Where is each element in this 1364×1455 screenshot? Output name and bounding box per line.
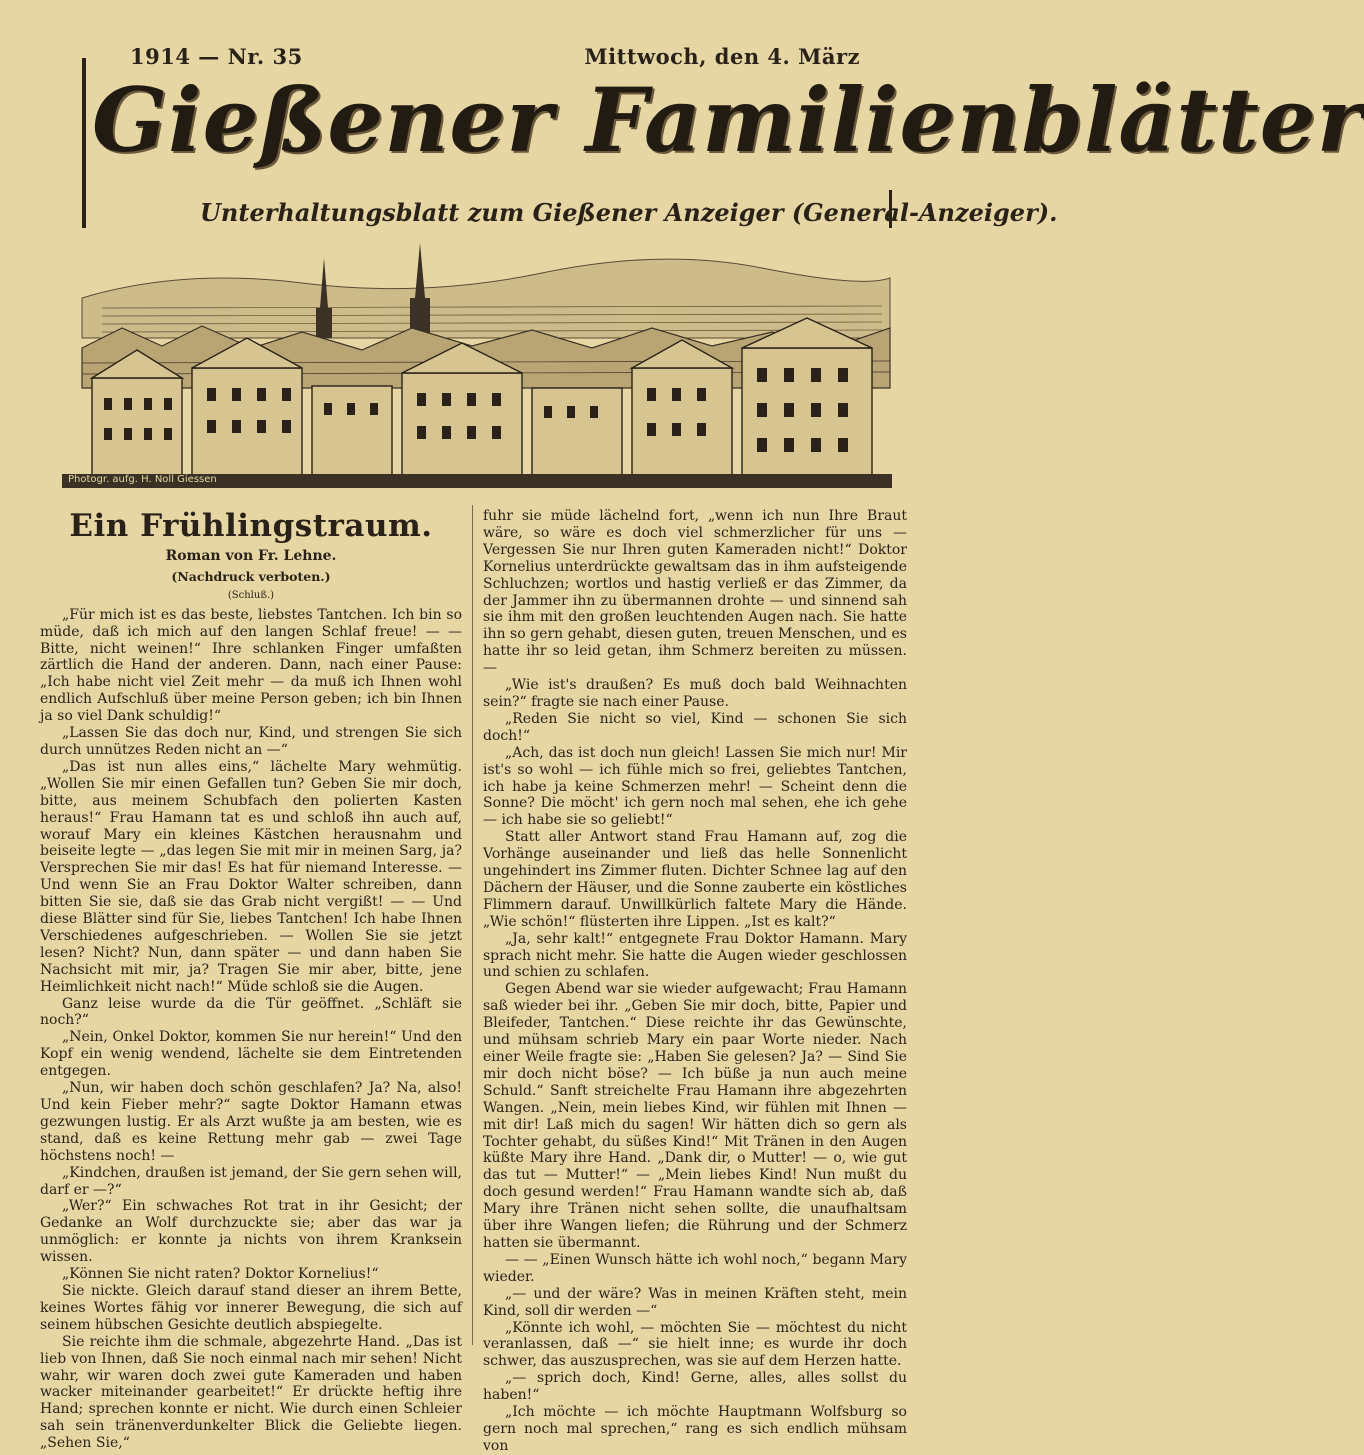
photo-credit: Photogr. aufg. H. Noll Giessen bbox=[68, 474, 217, 485]
paragraph: Ganz leise wurde da die Tür geöffnet. „Schläft sie noch?“ bbox=[40, 995, 462, 1029]
article-column-left bbox=[40, 508, 462, 1452]
masthead-title: Gießener Familienblätter bbox=[92, 68, 1364, 172]
paragraph: „Nun, wir haben doch schön geschlafen? Ja? Na, also! Und kein Fieber mehr?“ sagte Doktor Hamann etwas gezwungen lustig. Er als Arzt wußte ja am besten, wie es stand, daß es keine Rettung mehr gab — zwei Tage höchstens noch! — bbox=[40, 1080, 462, 1164]
paragraph: „Können Sie nicht raten? Doktor Kornelius!“ bbox=[62, 1266, 379, 1283]
paragraph: „Wer?“ Ein schwaches Rot trat in ihr Gesicht; der Gedanke an Wolf durchzuckte sie; aber das war ja unmöglich: er konnte ja nichts von ihrem Kranksein wissen. bbox=[40, 1198, 462, 1266]
article-byline: Roman von Fr. Lehne. bbox=[165, 548, 337, 564]
paragraph: „Kindchen, draußen ist jemand, der Sie gern sehen will, darf er —?“ bbox=[40, 1164, 462, 1198]
continuation-note: (Schluß.) bbox=[227, 589, 275, 601]
paragraph: — — „Einen Wunsch hätte ich wohl noch,“ begann Mary wieder. bbox=[483, 1251, 907, 1285]
reprint-notice: (Nachdruck verboten.) bbox=[171, 568, 331, 584]
paragraph: „Ja, sehr kalt!“ entgegnete Frau Doktor Hamann. Mary sprach nicht mehr. Sie hatte die Augen wieder geschlossen und schien zu schlafen. bbox=[483, 930, 907, 981]
column-divider bbox=[472, 505, 473, 1345]
paragraph: „Nein, Onkel Doktor, kommen Sie nur herein!“ Und den Kopf ein wenig wendend, lächelte sie dem Eintretenden entgegen. bbox=[40, 1029, 462, 1080]
paragraph: Statt aller Antwort stand Frau Hamann auf, zog die Vorhänge auseinander und ließ das helle Sonnenlicht ungehindert ins Zimmer fluten. Dichter Schnee lag auf den Dächern der Häuser, und die Sonne zauberte ein köstliches Flimmern darauf. Unwillkürlich faltete Mary die Hände. „Wie schön!“ flüsterten ihre Lippen. „Ist es kalt?“ bbox=[483, 829, 907, 930]
paragraph: fuhr sie müde lächelnd fort, „wenn ich nun Ihre Braut wäre, so wäre es doch viel schmerzlicher für uns — Vergessen Sie nur Ihren guten Kameraden nicht!“ Doktor Kornelius unterdrückte gewaltsam das in ihm aufsteigende Schluchzen; wortlos und hastig verließ er das Zimmer, da der Jammer ihn zu übermannen drohte — und sinnend sah sie ihm mit den großen leuchtenden Augen nach. Sie hatte ihn so gern gehabt, diesen guten, treuen Menschen, und es hatte ihr so leid getan, ihm Schmerz bereiten zu müssen. — bbox=[483, 508, 907, 677]
article-headline: Ein Frühlingstraum. bbox=[69, 508, 433, 544]
paragraph: „— sprich doch, Kind! Gerne, alles, alles sollst du haben!“ bbox=[483, 1370, 907, 1404]
paragraph: „Lassen Sie das doch nur, Kind, und strengen Sie sich durch unnützes Reden nicht an —“ bbox=[40, 725, 462, 758]
paragraph: Sie reichte ihm die schmale, abgezehrte Hand. „Das ist lieb von Ihnen, daß Sie noch einmal nach mir sehen! Nicht wahr, wir waren doch zwei gute Kameraden und haben wacker miteinander gearbeitet!“ Er drückte heftig ihre Hand; sprechen konnte er nicht. Wie durch einen Schleier sah sein tränenverdunkelter Blick die Geliebte liegen. „Sehen Sie,“ bbox=[40, 1333, 462, 1452]
paragraph: Sie nickte. Gleich darauf stand dieser an ihrem Bette, keines Wortes fähig vor innerer Bewegung, die sich auf seinem hübschen Gesichte deutlich abspiegelte. bbox=[40, 1282, 462, 1333]
paragraph: „— und der wäre? Was in meinen Kräften steht, mein Kind, soll dir werden —“ bbox=[483, 1285, 907, 1319]
paragraph: „Das ist nun alles eins,“ lächelte Mary wehmütig. „Wollen Sie mir einen Gefallen tun? Geben Sie mir doch, bitte, aus meinem Schubfach den polierten Kasten heraus!“ Frau Hamann tat es und schloß ihn auch auf, worauf Mary ein kleines Kästchen herausnahm und beiseite legte — „das legen Sie mit mir in meinen Sarg, ja? Versprechen Sie mir das! Es hat für niemand Interesse. — Und wenn Sie an Frau Doktor Walter schreiben, dann bitten Sie sie, daß sie das Grab nicht vergißt! — — Und diese Blätter sind für Sie, liebes Tantchen! Ich habe Ihnen Verschiedenes aufgeschrieben. — Wollen Sie sie jetzt lesen? Nicht? Nun, dann später — und dann haben Sie Nachsicht mit mir, ja? Tragen Sie mir aber, bitte, jene Heimlichkeit nicht nach!“ Müde schloß sie die Augen. bbox=[40, 758, 462, 995]
paragraph: „Reden Sie nicht so viel, Kind — schonen Sie sich doch!“ bbox=[483, 710, 907, 744]
paragraph: Gegen Abend war sie wieder aufgewacht; Frau Hamann saß wieder bei ihr. „Geben Sie mir doch, bitte, Papier und Bleifeder, Tantchen.“ Diese reichte ihr das Gewünschte, und mühsam schrieb Mary ein paar Worte nieder. Nach einer Weile fragte sie: „Haben Sie gelesen? Ja? — Sind Sie mir doch nicht böse? — Ich büße ja nun auch meine Schuld.“ Sanft streichelte Frau Hamann ihre abgezehrten Wangen. „Nein, mein liebes Kind, wir fühlen mit Ihnen — mit dir! Laß mich du sagen! Wir hätten dich so gern als Tochter gehabt, du süßes Kind!“ Mit Tränen in den Augen küßte Mary ihre Hand. „Dank dir, o Mutter! — o, wie gut das tut — Mutter!“ — „Mein liebes Kind! Nun mußt du doch gesund werden!“ Frau Hamann wandte sich ab, daß Mary ihre Tränen nicht sehen sollte, die unaufhaltsam über ihre Wangen liefen; die Rührung und der Schmerz hatten sie übermannt. bbox=[483, 981, 907, 1251]
issue-number: 1914 — Nr. 35 bbox=[130, 44, 303, 69]
masthead-subtitle: Unterhaltungsblatt zum Gießener Anzeiger (General-Anzeiger). bbox=[200, 198, 1058, 227]
issue-date: Mittwoch, den 4. März bbox=[584, 44, 860, 69]
paragraph: „Könnte ich wohl, — möchten Sie — möchtest du nicht veranlassen, daß —“ sie hielt inne; es wurde ihr doch schwer, das auszusprechen, was sie auf dem Herzen hatte. bbox=[483, 1319, 907, 1370]
paragraph: „Für mich ist es das beste, liebstes Tantchen. Ich bin so müde, daß ich mich auf den langen Schlaf freue! — — Bitte, nicht weinen!“ Ihre schlanken Finger umfaßten zärtlich die Hand der anderen. Dann, nach einer Pause: „Ich habe nicht viel Zeit mehr — da muß ich Ihnen wohl endlich Aufschluß über meine Person geben; ich bin Ihnen ja so viel Dank schuldig!“ bbox=[40, 606, 462, 725]
town-panorama-illustration bbox=[62, 228, 892, 488]
paragraph: „Wie ist's draußen? Es muß doch bald Weihnachten sein?“ fragte sie nach einer Pause. bbox=[483, 677, 907, 710]
paragraph: „Ich möchte — ich möchte Hauptmann Wolfsburg so gern noch mal sprechen,“ rang es sich endlich mühsam von bbox=[483, 1404, 907, 1454]
article-column-right bbox=[483, 508, 907, 1455]
paragraph: „Ach, das ist doch nun gleich! Lassen Sie mich nur! Mir ist's so wohl — ich fühle mich so frei, geliebtes Tantchen, ich habe ja keine Schmerzen mehr! — Scheint denn die Sonne? Die möcht' ich gern noch mal sehen, ehe ich gehe — ich habe sie so geliebt!“ bbox=[483, 744, 907, 829]
